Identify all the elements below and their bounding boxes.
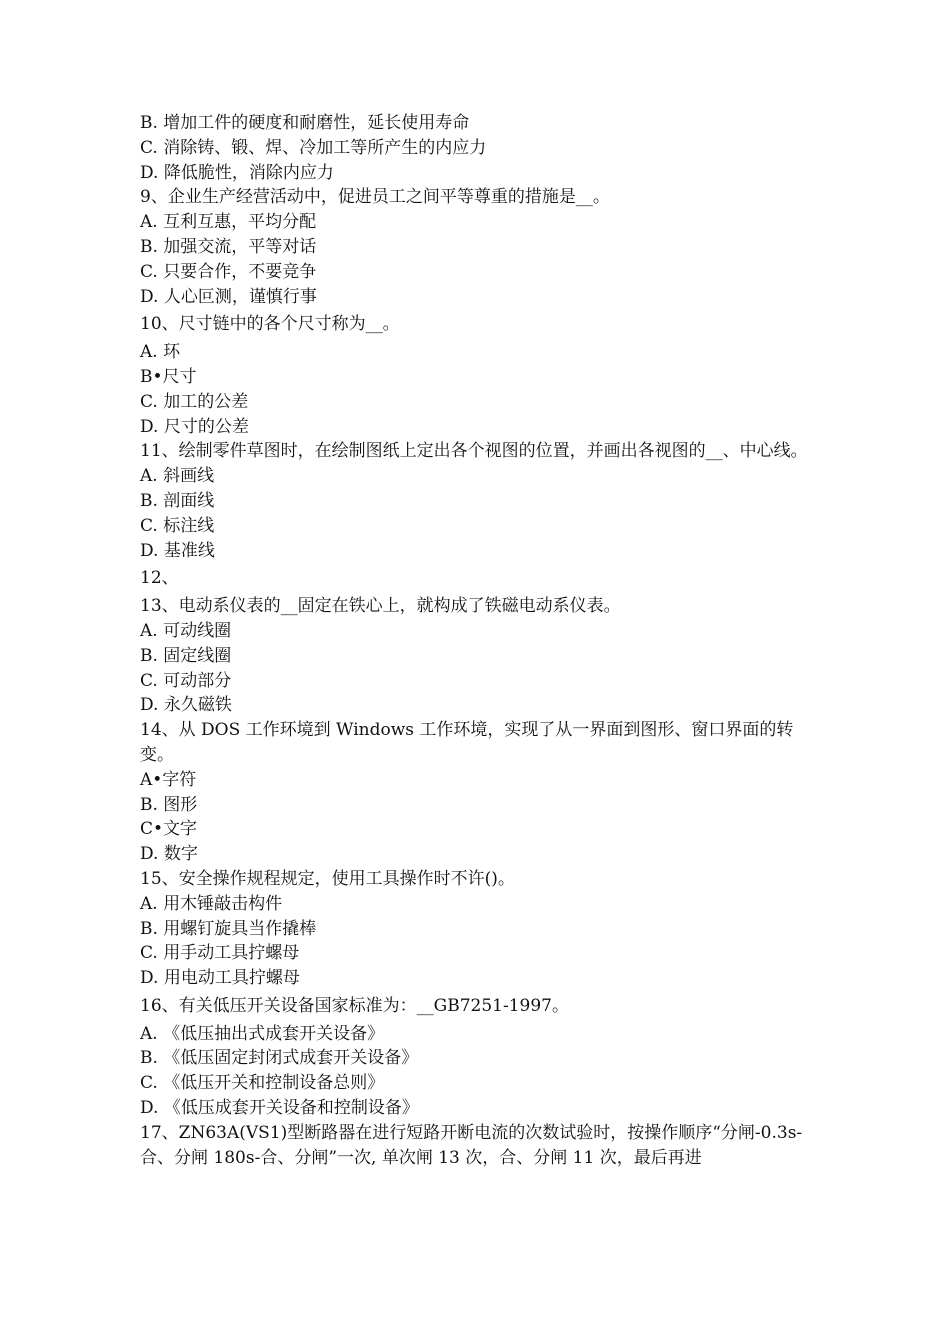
option-line: D. 降低脆性，消除内应力 bbox=[140, 162, 334, 183]
option-line: A. 《低压抽出式成套开关设备》 bbox=[140, 1023, 385, 1044]
option-line: D. 数字 bbox=[140, 844, 198, 865]
option-line: D. 人心叵测，谨慎行事 bbox=[140, 286, 317, 307]
question-line: 15、安全操作规程规定，使用工具操作时不许()。 bbox=[140, 868, 515, 889]
document-page bbox=[140, 111, 812, 1170]
option-line: B. 用螺钉旋具当作撬棒 bbox=[140, 918, 317, 939]
option-line: C•文字 bbox=[140, 819, 198, 840]
option-line: B. 固定线圈 bbox=[140, 645, 232, 666]
option-line: C. 只要合作，不要竞争 bbox=[140, 261, 317, 282]
option-line: A. 环 bbox=[140, 342, 181, 363]
option-line: A. 可动线圈 bbox=[140, 620, 232, 641]
option-line: A. 斜画线 bbox=[140, 466, 215, 487]
option-line: C. 标注线 bbox=[140, 515, 215, 536]
option-line: D. 尺寸的公差 bbox=[140, 416, 249, 437]
question-line: 14、从 DOS 工作环境到 Windows 工作环境，实现了从一界面到图形、窗口界面的转变。 bbox=[140, 720, 794, 765]
option-line: C. 加工的公差 bbox=[140, 391, 249, 412]
question-line: 10、尺寸链中的各个尺寸称为__。 bbox=[140, 314, 400, 335]
question-line: 16、有关低压开关设备国家标准为：__GB7251-1997。 bbox=[140, 995, 569, 1016]
option-line: A•字符 bbox=[140, 769, 197, 790]
option-line: B. 图形 bbox=[140, 794, 198, 815]
option-line: C. 用手动工具拧螺母 bbox=[140, 943, 300, 964]
option-line: B. 《低压固定封闭式成套开关设备》 bbox=[140, 1048, 419, 1069]
question-line: 11、绘制零件草图时，在绘制图纸上定出各个视图的位置，并画出各视图的__、中心线。 bbox=[140, 441, 808, 462]
option-line: B. 剖面线 bbox=[140, 490, 215, 511]
option-line: D. 《低压成套开关设备和控制设备》 bbox=[140, 1098, 419, 1119]
option-line: C. 《低压开关和控制设备总则》 bbox=[140, 1073, 385, 1094]
option-line: D. 基准线 bbox=[140, 540, 215, 561]
option-line: B. 增加工件的硬度和耐磨性，延长使用寿命 bbox=[140, 113, 470, 133]
option-line: A. 互利互惠，平均分配 bbox=[140, 212, 317, 233]
question-line: 9、企业生产经营活动中，促进员工之间平等尊重的措施是__。 bbox=[140, 187, 610, 208]
option-line: C. 可动部分 bbox=[140, 670, 232, 691]
option-line: B•尺寸 bbox=[140, 366, 197, 387]
option-line: D. 用电动工具拧螺母 bbox=[140, 968, 300, 989]
option-line: A. 用木锤敲击构件 bbox=[140, 893, 283, 914]
option-line: B. 加强交流，平等对话 bbox=[140, 236, 317, 257]
option-line: D. 永久磁铁 bbox=[140, 695, 232, 716]
question-line: 13、电动系仪表的__固定在铁心上，就构成了铁磁电动系仪表。 bbox=[140, 596, 621, 617]
option-line: C. 消除铸、锻、焊、冷加工等所产生的内应力 bbox=[140, 137, 487, 158]
question-line: 12、 bbox=[140, 568, 179, 589]
question-line: 17、ZN63A(VS1)型断路器在进行短路开断电流的次数试验时，按操作顺序“分闸-0.3s-合、分闸 180s-合、分闸”一次, 单次闸 13 次，合、分闸 11 次，最后再进 bbox=[140, 1122, 803, 1168]
